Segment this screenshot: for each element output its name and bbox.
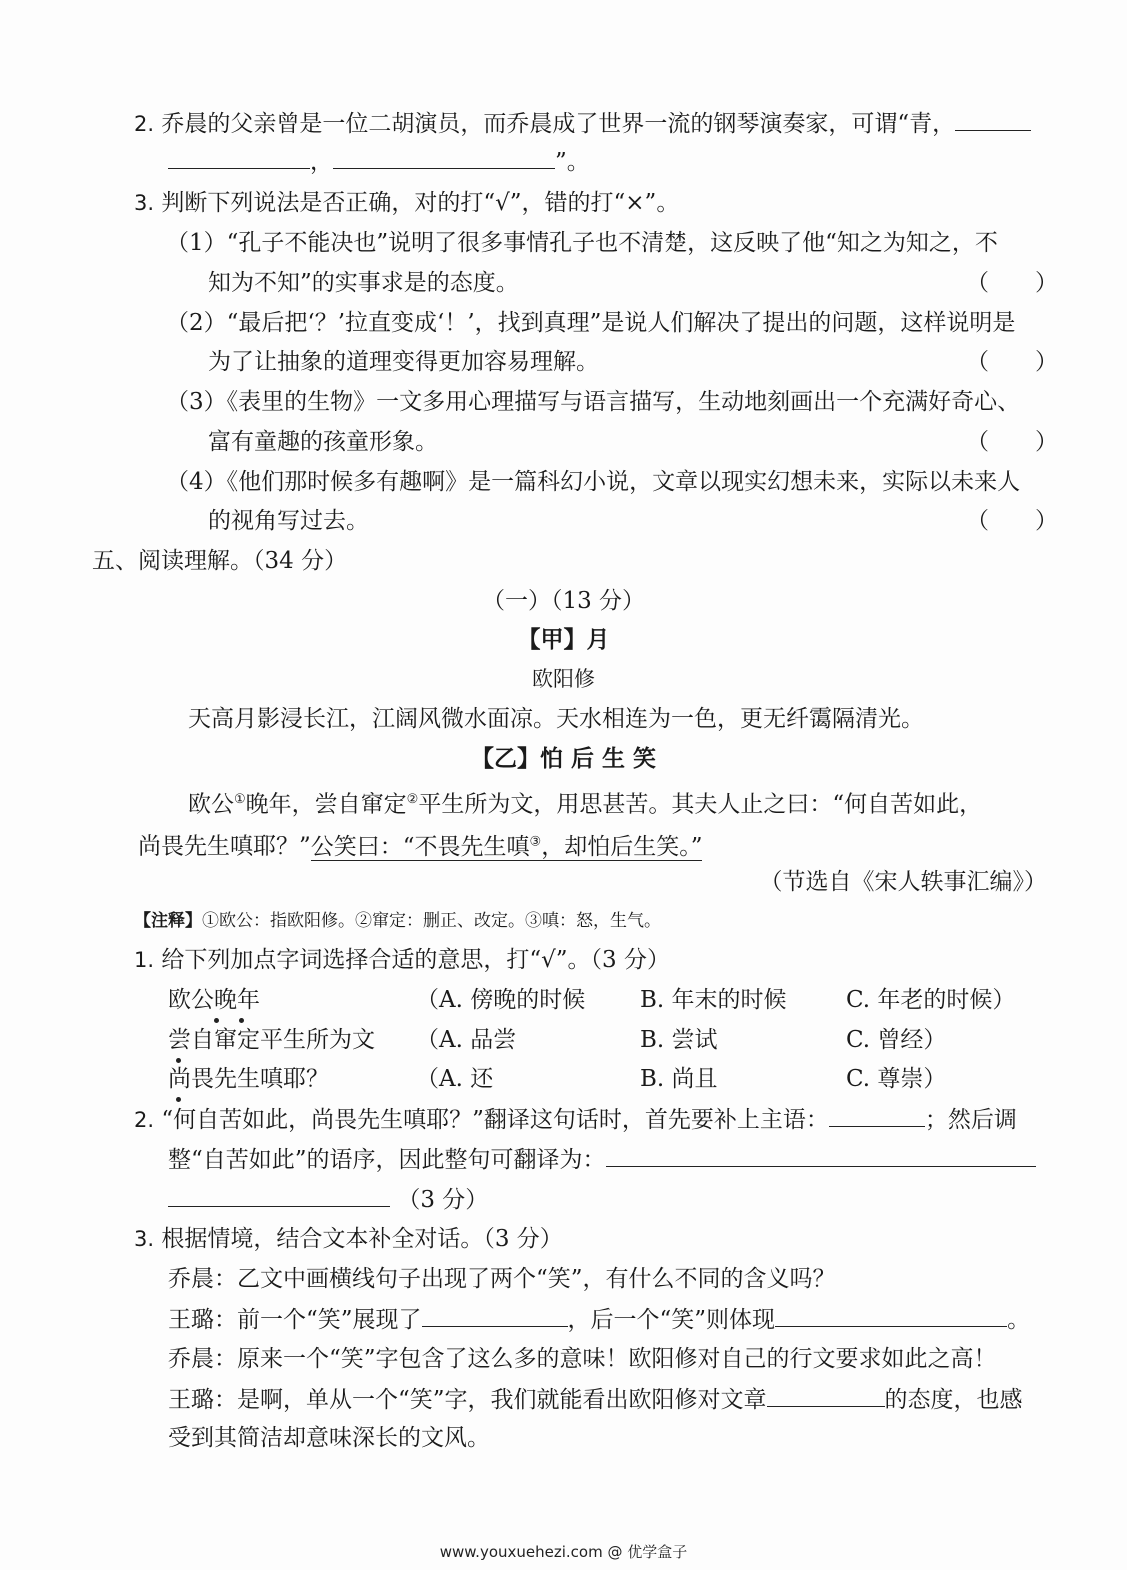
- question-number: 3.: [134, 191, 155, 215]
- part-title: （一）（13 分）: [481, 588, 646, 614]
- answer-blank[interactable]: [422, 1304, 568, 1327]
- option-b[interactable]: B. 年末的时候: [640, 987, 787, 1013]
- dialogue-text: 王璐：前一个“笑”展现了: [168, 1307, 422, 1333]
- quote-end: ”。: [555, 149, 590, 175]
- choice-row-3-word: 尚畏先生嗔耶？: [168, 1066, 329, 1092]
- question-2: [134, 108, 1031, 139]
- question-text: 给下列加点字词选择合适的意思，打“√”。（3 分）: [161, 947, 670, 973]
- emphasis-dot: [176, 1097, 181, 1102]
- poem-author: 欧阳修: [532, 667, 595, 691]
- comma: ，: [310, 149, 333, 175]
- note-ref: ③: [529, 834, 542, 849]
- dialogue-text: 。: [1007, 1307, 1031, 1333]
- answer-blank[interactable]: [829, 1104, 925, 1127]
- question-text: “何自苦如此，尚畏先生嗔耶？”翻译这句话时，首先要补上主语：: [161, 1107, 829, 1133]
- question-text: 根据情境，结合文本补全对话。（3 分）: [161, 1226, 563, 1252]
- note-ref: ②: [406, 792, 419, 807]
- dialogue-text: ，后一个“笑”则体现: [567, 1307, 776, 1333]
- dialogue-line-1: 乔晨：乙文中画横线句子出现了两个“笑”，有什么不同的含义吗？: [168, 1266, 836, 1292]
- answer-blank[interactable]: [333, 146, 555, 169]
- prose-text: ，却怕后生笑。”: [541, 833, 703, 860]
- judge-item-4-line2: 的视角写过去。: [208, 508, 369, 534]
- question-2-line2: [168, 146, 590, 177]
- answer-blank[interactable]: [606, 1144, 1036, 1167]
- answer-blank[interactable]: [168, 146, 310, 169]
- question-number: 2.: [134, 112, 155, 136]
- question-text: 乔晨的父亲曾是一位二胡演员，而乔晨成了世界一流的钢琴演奏家，可谓“青，: [161, 111, 956, 137]
- answer-parens[interactable]: （ ）: [966, 429, 1058, 455]
- question-3: [134, 188, 679, 218]
- judge-item-1-line2: 知为不知”的实事求是的态度。: [208, 270, 519, 296]
- notes: [134, 906, 661, 936]
- question-number: 1.: [134, 948, 155, 972]
- reading-question-2-line3: [168, 1184, 488, 1215]
- section-title: 五、阅读理解。（34 分）: [92, 548, 348, 574]
- dialogue-line-5: 受到其简洁却意味深长的文风。: [168, 1425, 490, 1451]
- question-text: 整“自苦如此”的语序，因此整句可翻译为：: [168, 1147, 606, 1173]
- prose-text: 欧公: [188, 791, 234, 818]
- prose-line-1: [188, 785, 982, 820]
- option-c[interactable]: C. 年老的时候）: [846, 987, 1016, 1013]
- answer-parens[interactable]: （ ）: [966, 349, 1058, 375]
- judge-item-2-line2: 为了让抽象的道理变得更加容易理解。: [208, 349, 599, 375]
- question-text: 判断下列说法是否正确，对的打“√”，错的打“×”。: [161, 190, 680, 216]
- option-a[interactable]: （A. 还: [416, 1066, 494, 1092]
- reading-question-2: [134, 1104, 1017, 1135]
- prose-text: 公笑曰：“不畏先生嗔: [310, 833, 530, 860]
- option-c[interactable]: C. 曾经）: [846, 1027, 947, 1053]
- prose-text: 平生所为文，用思甚苦。其夫人止之曰：“何自苦如此，: [418, 791, 983, 818]
- notes-text: ①欧公：指欧阳修。②窜定：删正、改定。③嗔：怒，生气。: [202, 911, 661, 931]
- reading-question-2-line2: [168, 1144, 1036, 1175]
- prose-text: 晚年，尝自窜定: [245, 791, 407, 818]
- prose-line-2: [138, 827, 702, 862]
- dialogue-line-2: [168, 1304, 1030, 1335]
- question-text: ；然后调: [924, 1107, 1017, 1133]
- answer-blank[interactable]: [767, 1384, 885, 1407]
- option-a[interactable]: （A. 傍晚的时候: [416, 987, 586, 1013]
- option-b[interactable]: B. 尝试: [640, 1027, 718, 1053]
- answer-parens[interactable]: （ ）: [966, 508, 1058, 534]
- score: （3 分）: [397, 1187, 489, 1213]
- underlined-sentence: [311, 834, 703, 861]
- question-number: 3.: [134, 1227, 155, 1251]
- emphasis-dot: [176, 1058, 181, 1063]
- reading-question-1: [134, 945, 670, 975]
- notes-label: 【注释】: [134, 911, 202, 931]
- judge-item-3-line2: 富有童趣的孩童形象。: [208, 429, 438, 455]
- poem-text: 天高月影浸长江，江阔风微水面凉。天水相连为一色，更无纤霭隔清光。: [188, 706, 924, 732]
- source-citation: （节选自《宋人轶事汇编》）: [759, 869, 1047, 895]
- emphasis-dot: [214, 1018, 219, 1023]
- judge-item-1: （1）“孔子不能决也”说明了很多事情孔子也不清楚，这反映了他“知之为知之，不: [166, 230, 998, 256]
- dialogue-text: 王璐：是啊，单从一个“笑”字，我们就能看出欧阳修对文章: [168, 1387, 767, 1413]
- option-a[interactable]: （A. 品尝: [416, 1027, 517, 1053]
- judge-item-4: （4）《他们那时候多有趣啊》是一篇科幻小说，文章以现实幻想未来，实际以未来人: [166, 469, 1021, 495]
- question-number: 2.: [134, 1108, 155, 1132]
- option-c[interactable]: C. 尊崇）: [846, 1066, 947, 1092]
- judge-item-3: （3）《表里的生物》一文多用心理描写与语言描写，生动地刻画出一个充满好奇心、: [166, 389, 1021, 415]
- answer-blank[interactable]: [955, 108, 1031, 131]
- judge-item-2: （2）“最后把‘？’拉直变成‘！’，找到真理”是说人们解决了提出的问题，这样说明是: [166, 310, 1016, 336]
- poem-title: 【甲】月: [517, 627, 610, 653]
- option-b[interactable]: B. 尚且: [640, 1066, 718, 1092]
- prose-text: 尚畏先生嗔耶？”: [138, 833, 311, 860]
- answer-parens[interactable]: （ ）: [966, 270, 1058, 296]
- footer-watermark: www.youxuehezi.com @ 优学盒子: [439, 1543, 688, 1561]
- reading-question-3: [134, 1224, 563, 1254]
- answer-blank[interactable]: [168, 1184, 390, 1207]
- dialogue-line-3: 乔晨：原来一个“笑”字包含了这么多的意味！欧阳修对自己的行文要求如此之高！: [168, 1346, 997, 1372]
- dialogue-line-4: [168, 1384, 1023, 1415]
- choice-row-1-word: 欧公晚年: [168, 987, 260, 1013]
- prose-title: 【乙】怕 后 生 笑: [470, 746, 657, 772]
- choice-row-2-word: 尝自窜定平生所为文: [168, 1027, 375, 1053]
- note-ref: ①: [234, 792, 246, 807]
- answer-blank[interactable]: [775, 1304, 1007, 1327]
- dialogue-text: 的态度，也感: [884, 1387, 1023, 1413]
- emphasis-dot: [239, 1018, 244, 1023]
